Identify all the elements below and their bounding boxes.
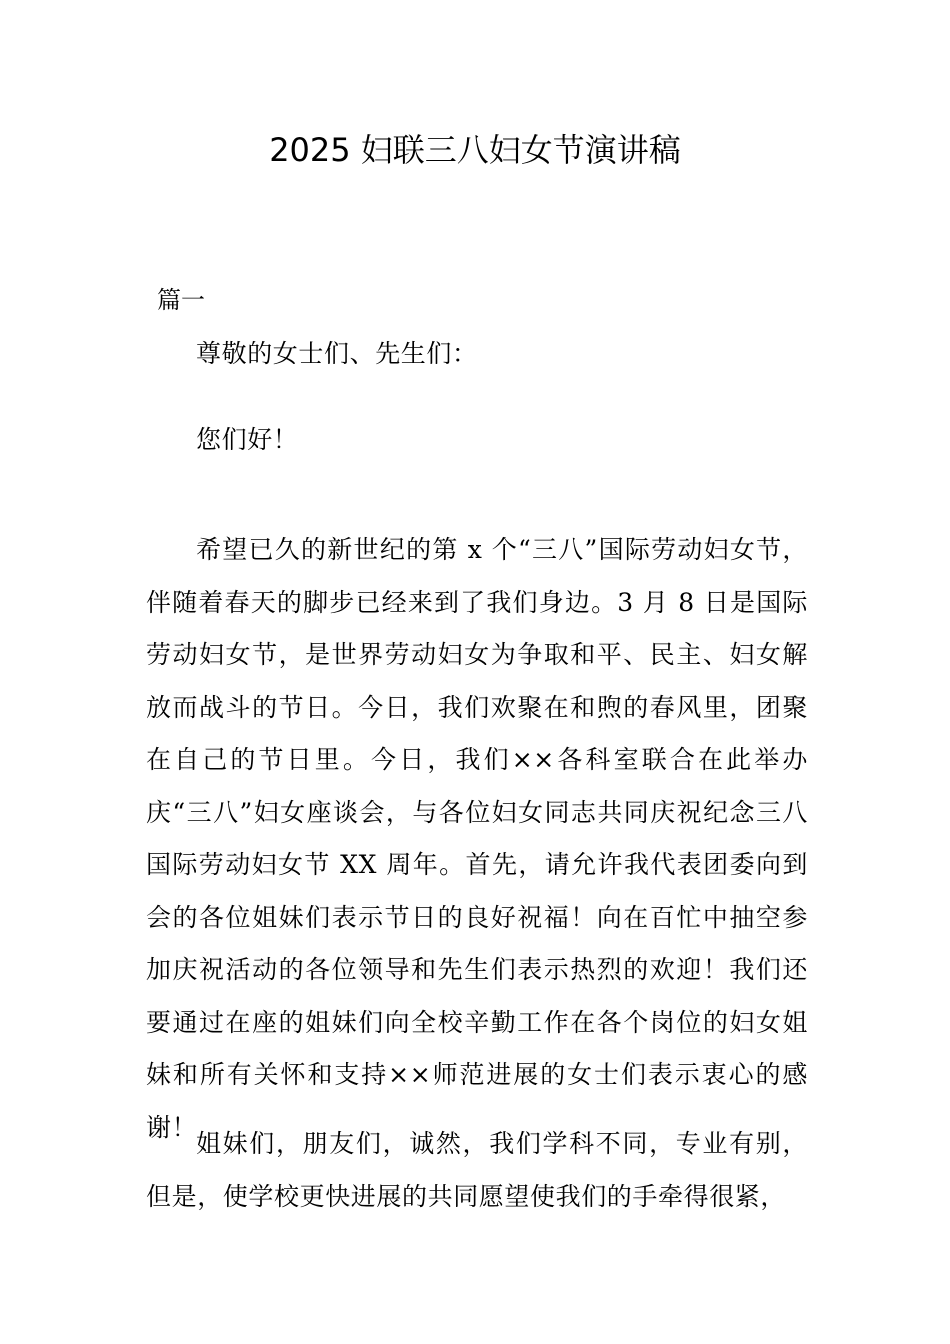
document-title: 2025 妇联三八妇女节演讲稿 bbox=[269, 131, 681, 169]
greeting-paragraph: 您们好！ bbox=[196, 425, 299, 454]
salutation-paragraph: 尊敬的女士们、先生们： bbox=[196, 339, 478, 368]
section-label: 篇一 bbox=[157, 286, 205, 314]
body-paragraph-2: 姐妹们，朋友们，诚然，我们学科不同，专业有别，但是，使学校更快进展的共同愿望使我们的手牵得很紧， bbox=[146, 1129, 808, 1211]
body-paragraph-1: 希望已久的新世纪的第 x 个“三八”国际劳动妇女节，伴随着春天的脚步已经来到了我们身边。3 月 8 日是国际劳动妇女节，是世界劳动妇女为争取和平、民主、妇女解放而战斗的节日。今日，我们欢聚在和煦的春风里，团聚在自己的节日里。今日，我们××各科室联合在此举办庆“三八”妇女座谈会，与各位妇女同志共同庆祝纪念三八国际劳动妇女节 XX 周年。首先，请允许我代表团委向到会的各位姐妹们表示节日的良好祝福！向在百忙中抽空参加庆祝活动的各位领导和先生们表示热烈的欢迎！我们还要通过在座的姐妹们向全校辛勤工作在各个岗位的妇女姐妹和所有关怀和支持××师范进展的女士们表示衷心的感谢！ bbox=[146, 535, 808, 1142]
